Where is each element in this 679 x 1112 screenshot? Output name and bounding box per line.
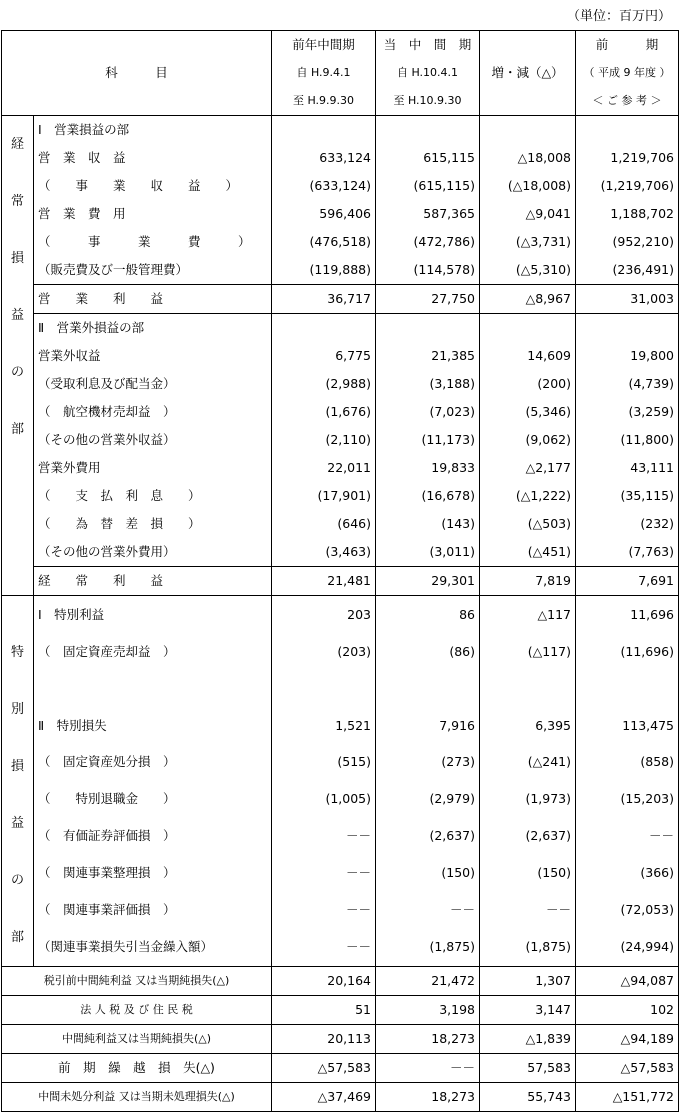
row-value-col4: 102	[576, 996, 679, 1025]
row-label: （ 有価証券評価損 ）	[34, 818, 272, 855]
row-value-col3: (5,346)	[480, 398, 576, 426]
row-value-col3: (9,062)	[480, 426, 576, 454]
row-value-col3: △117	[480, 596, 576, 634]
table-row	[2, 482, 679, 510]
table-row	[2, 426, 679, 454]
row-value-col1: (633,124)	[272, 172, 376, 200]
row-value-col4: △57,583	[576, 1054, 679, 1083]
section-label-special: 特 別 損 益 の 部	[2, 596, 34, 967]
row-label: （販売費及び一般管理費）	[34, 256, 272, 285]
row-value-col2: (2,979)	[376, 781, 480, 818]
row-value-col4	[576, 314, 679, 343]
row-value-col3: －－	[480, 892, 576, 929]
row-value-col4	[576, 670, 679, 707]
row-label: 中間純利益又は当期純損失(△)	[2, 1025, 272, 1054]
row-value-col3: (△451)	[480, 538, 576, 567]
row-value-col4: 1,219,706	[576, 144, 679, 172]
table-row	[2, 670, 679, 707]
row-value-col2: 615,115	[376, 144, 480, 172]
row-value-col1: (2,988)	[272, 370, 376, 398]
row-value-col2: 587,365	[376, 200, 480, 228]
table-row	[2, 256, 679, 285]
row-label: 税引前中間純利益 又は当期純損失(△)	[2, 967, 272, 996]
row-value-col4: 113,475	[576, 707, 679, 744]
row-label: （ 関連事業整理損 ）	[34, 855, 272, 892]
row-value-col1: 36,717	[272, 285, 376, 314]
table-row	[2, 567, 679, 596]
row-label: （ 事 業 費 ）	[34, 228, 272, 256]
row-value-col3: 14,609	[480, 342, 576, 370]
table-row	[2, 398, 679, 426]
table-row	[2, 1083, 679, 1112]
table-row	[2, 172, 679, 200]
unit-label: （単位：百万円）	[566, 9, 671, 24]
row-value-col4: (236,491)	[576, 256, 679, 285]
header-prev-year-sub1: （ 平成 9 年度 ）	[576, 59, 679, 87]
row-value-col2: (3,188)	[376, 370, 480, 398]
row-label	[34, 670, 272, 707]
row-value-col2: 7,916	[376, 707, 480, 744]
row-label: 営業外収益	[34, 342, 272, 370]
table-row	[2, 370, 679, 398]
table-row	[2, 144, 679, 172]
row-value-col4: (24,994)	[576, 929, 679, 967]
row-value-col3: 3,147	[480, 996, 576, 1025]
row-value-col2: －－	[376, 892, 480, 929]
table-row	[2, 781, 679, 818]
row-value-col4: 43,111	[576, 454, 679, 482]
row-value-col1: 1,521	[272, 707, 376, 744]
row-value-col2: 86	[376, 596, 480, 634]
row-value-col3: (1,973)	[480, 781, 576, 818]
income-statement-table	[1, 30, 679, 1112]
row-value-col1: 51	[272, 996, 376, 1025]
row-value-col2: (273)	[376, 744, 480, 781]
row-value-col2: (114,578)	[376, 256, 480, 285]
row-value-col4: 11,696	[576, 596, 679, 634]
row-value-col1: △37,469	[272, 1083, 376, 1112]
row-value-col2: (16,678)	[376, 482, 480, 510]
row-label: （ 関連事業評価損 ）	[34, 892, 272, 929]
row-value-col3: △9,041	[480, 200, 576, 228]
row-value-col4: (1,219,706)	[576, 172, 679, 200]
section-label-ordinary: 経 常 損 益 の 部	[2, 116, 34, 596]
table-row	[2, 200, 679, 228]
row-value-col4: (952,210)	[576, 228, 679, 256]
row-value-col3	[480, 314, 576, 343]
row-value-col4: 19,800	[576, 342, 679, 370]
header-subject: 科 目	[2, 59, 272, 87]
row-value-col2: (2,637)	[376, 818, 480, 855]
header-prev-interim-from: 自 H.9.4.1	[272, 59, 376, 87]
table-row	[2, 596, 679, 634]
row-value-col1	[272, 116, 376, 145]
row-value-col3: △8,967	[480, 285, 576, 314]
table-row	[2, 538, 679, 567]
row-label: 営 業 収 益	[34, 144, 272, 172]
row-label: Ⅰ 営業損益の部	[34, 116, 272, 145]
row-label: Ⅱ 特別損失	[34, 707, 272, 744]
row-value-col1: 20,113	[272, 1025, 376, 1054]
row-label: 法 人 税 及 び 住 民 税	[2, 996, 272, 1025]
header-change-top	[480, 31, 576, 60]
row-value-col1: (646)	[272, 510, 376, 538]
header-curr-interim-title: 当 中 間 期	[376, 31, 480, 60]
row-value-col4: (72,053)	[576, 892, 679, 929]
row-value-col2: (1,875)	[376, 929, 480, 967]
row-value-col2: 18,273	[376, 1083, 480, 1112]
row-value-col1: (3,463)	[272, 538, 376, 567]
header-subject-bottom	[2, 87, 272, 116]
row-value-col1: (515)	[272, 744, 376, 781]
row-label: 営 業 利 益	[34, 285, 272, 314]
row-value-col1: (1,676)	[272, 398, 376, 426]
row-label: 経 常 利 益	[34, 567, 272, 596]
row-value-col3: (△5,310)	[480, 256, 576, 285]
row-value-col1: 203	[272, 596, 376, 634]
row-value-col4: (11,800)	[576, 426, 679, 454]
row-value-col3: 55,743	[480, 1083, 576, 1112]
table-row	[2, 707, 679, 744]
header-prev-year-sub2: ＜ ご 参 考 ＞	[576, 87, 679, 116]
header-change-bottom	[480, 87, 576, 116]
row-value-col4: 1,188,702	[576, 200, 679, 228]
row-value-col1: 6,775	[272, 342, 376, 370]
row-value-col3: (△241)	[480, 744, 576, 781]
row-label: （ 固定資産処分損 ）	[34, 744, 272, 781]
row-value-col3: 6,395	[480, 707, 576, 744]
header-curr-interim-from: 自 H.10.4.1	[376, 59, 480, 87]
row-value-col4: △94,087	[576, 967, 679, 996]
row-label: （ 航空機材売却益 ）	[34, 398, 272, 426]
row-value-col3: (△503)	[480, 510, 576, 538]
row-value-col1: (476,518)	[272, 228, 376, 256]
row-value-col4: △151,772	[576, 1083, 679, 1112]
row-value-col3: 7,819	[480, 567, 576, 596]
header-change: 増・減（△）	[480, 59, 576, 87]
row-value-col2: (143)	[376, 510, 480, 538]
row-label: （ 特別退職金 ）	[34, 781, 272, 818]
row-value-col1: 596,406	[272, 200, 376, 228]
table-row	[2, 314, 679, 343]
row-value-col2: (7,023)	[376, 398, 480, 426]
header-curr-interim-to: 至 H.10.9.30	[376, 87, 480, 116]
row-value-col4: 7,691	[576, 567, 679, 596]
row-value-col4: (366)	[576, 855, 679, 892]
row-value-col3: (150)	[480, 855, 576, 892]
row-label: （ 為 替 差 損 ）	[34, 510, 272, 538]
header-subject-top	[2, 31, 272, 60]
row-value-col2: －－	[376, 1054, 480, 1083]
row-value-col2: (86)	[376, 633, 480, 670]
row-value-col2: 21,385	[376, 342, 480, 370]
row-value-col3: △2,177	[480, 454, 576, 482]
row-label: Ⅱ 営業外損益の部	[34, 314, 272, 343]
row-value-col2: 3,198	[376, 996, 480, 1025]
row-label: Ⅰ 特別利益	[34, 596, 272, 634]
table-row	[2, 967, 679, 996]
row-value-col4: △94,189	[576, 1025, 679, 1054]
row-value-col1: △57,583	[272, 1054, 376, 1083]
row-value-col1: (119,888)	[272, 256, 376, 285]
table-row	[2, 996, 679, 1025]
row-value-col1: (2,110)	[272, 426, 376, 454]
table-row	[2, 929, 679, 967]
row-value-col2: (472,786)	[376, 228, 480, 256]
row-value-col2: (150)	[376, 855, 480, 892]
table-row	[2, 510, 679, 538]
row-label: （ 固定資産売却益 ）	[34, 633, 272, 670]
row-value-col1: (203)	[272, 633, 376, 670]
row-value-col1	[272, 314, 376, 343]
table-row	[2, 744, 679, 781]
row-label: （ 事 業 収 益 ）	[34, 172, 272, 200]
table-row	[2, 454, 679, 482]
row-value-col4: (4,739)	[576, 370, 679, 398]
row-value-col1: (1,005)	[272, 781, 376, 818]
row-value-col2: 21,472	[376, 967, 480, 996]
row-value-col3: (1,875)	[480, 929, 576, 967]
row-value-col1: (17,901)	[272, 482, 376, 510]
row-value-col3	[480, 670, 576, 707]
row-value-col3: 57,583	[480, 1054, 576, 1083]
row-label: 前 期 繰 越 損 失(△)	[2, 1054, 272, 1083]
row-value-col4: (232)	[576, 510, 679, 538]
row-value-col4: (35,115)	[576, 482, 679, 510]
row-value-col3: (2,637)	[480, 818, 576, 855]
table-row	[2, 633, 679, 670]
row-value-col2: (3,011)	[376, 538, 480, 567]
row-value-col3: 1,307	[480, 967, 576, 996]
row-value-col4: (3,259)	[576, 398, 679, 426]
row-value-col1: 21,481	[272, 567, 376, 596]
row-label: 営 業 費 用	[34, 200, 272, 228]
row-value-col4: －－	[576, 818, 679, 855]
table-row	[2, 342, 679, 370]
header-prev-interim-title: 前年中間期	[272, 31, 376, 60]
row-label: （関連事業損失引当金繰入額）	[34, 929, 272, 967]
row-value-col3: △1,839	[480, 1025, 576, 1054]
row-value-col3: (△117)	[480, 633, 576, 670]
row-value-col3: (△1,222)	[480, 482, 576, 510]
row-value-col4: (858)	[576, 744, 679, 781]
row-value-col1: －－	[272, 855, 376, 892]
header-prev-year-title: 前 期	[576, 31, 679, 60]
row-value-col1: 633,124	[272, 144, 376, 172]
header-prev-interim-to: 至 H.9.9.30	[272, 87, 376, 116]
table-row	[2, 818, 679, 855]
row-value-col4: 31,003	[576, 285, 679, 314]
table-row	[2, 892, 679, 929]
row-value-col1: －－	[272, 818, 376, 855]
table-row	[2, 1054, 679, 1083]
row-value-col4: (15,203)	[576, 781, 679, 818]
row-label: 中間未処分利益 又は当期未処理損失(△)	[2, 1083, 272, 1112]
row-label: （ 支 払 利 息 ）	[34, 482, 272, 510]
row-value-col2: (11,173)	[376, 426, 480, 454]
row-value-col3: △18,008	[480, 144, 576, 172]
row-label: 営業外費用	[34, 454, 272, 482]
row-label: （受取利息及び配当金）	[34, 370, 272, 398]
row-value-col1	[272, 670, 376, 707]
row-value-col1: 22,011	[272, 454, 376, 482]
row-value-col3: (△3,731)	[480, 228, 576, 256]
row-value-col2: (615,115)	[376, 172, 480, 200]
row-value-col2: 27,750	[376, 285, 480, 314]
table-row	[2, 855, 679, 892]
row-value-col1: －－	[272, 892, 376, 929]
row-value-col3	[480, 116, 576, 145]
row-value-col2	[376, 314, 480, 343]
row-value-col4	[576, 116, 679, 145]
table-row	[2, 228, 679, 256]
row-value-col1: －－	[272, 929, 376, 967]
row-value-col3: (△18,008)	[480, 172, 576, 200]
row-value-col2: 19,833	[376, 454, 480, 482]
row-label: （その他の営業外収益）	[34, 426, 272, 454]
row-value-col4: (11,696)	[576, 633, 679, 670]
row-value-col1: 20,164	[272, 967, 376, 996]
row-value-col2	[376, 670, 480, 707]
row-value-col3: (200)	[480, 370, 576, 398]
row-value-col2: 18,273	[376, 1025, 480, 1054]
row-value-col2: 29,301	[376, 567, 480, 596]
table-row	[2, 116, 679, 145]
table-row	[2, 285, 679, 314]
row-value-col4: (7,763)	[576, 538, 679, 567]
row-value-col2	[376, 116, 480, 145]
row-label: （その他の営業外費用）	[34, 538, 272, 567]
